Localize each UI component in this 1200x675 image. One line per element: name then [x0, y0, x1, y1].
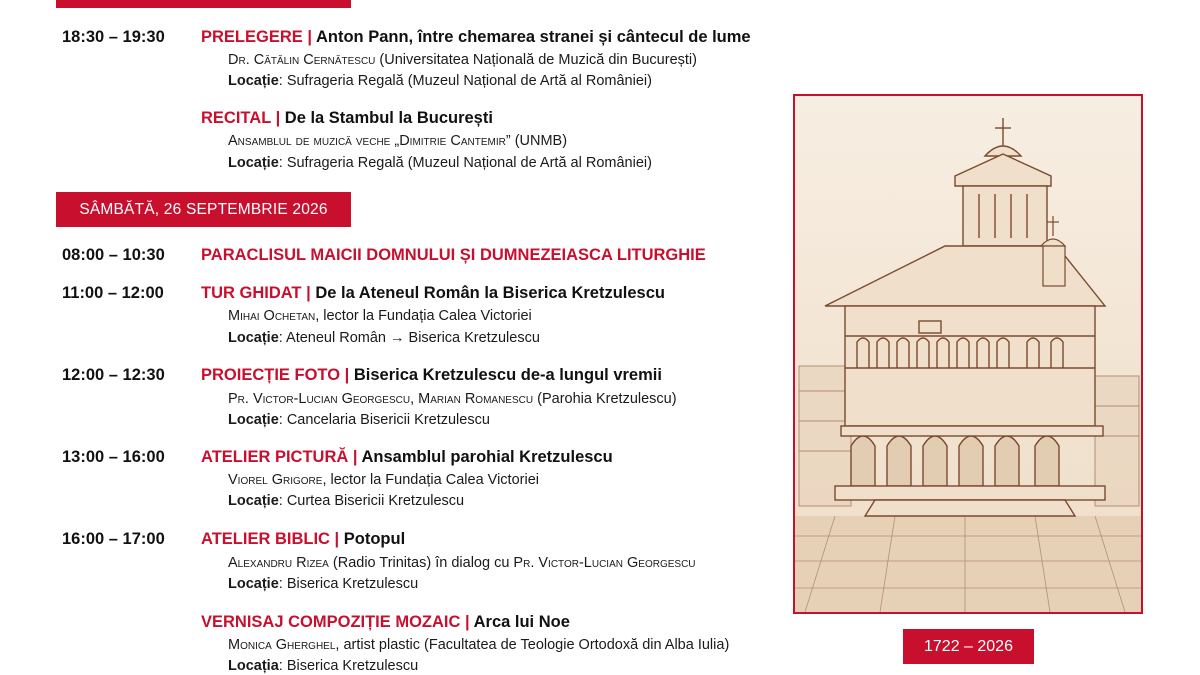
event-speaker	[228, 308, 532, 324]
event-name: Anton Pann, între chemarea stranei și cântecul de lume	[315, 28, 751, 46]
event-speaker	[228, 133, 567, 149]
speaker-affiliation: , artist plastic (Facultatea de Teologie Ortodoxă din Alba Iulia)	[335, 637, 730, 653]
event-location	[228, 155, 652, 171]
event-location	[228, 412, 490, 428]
event-speaker	[228, 472, 539, 488]
event-category: PRELEGERE	[201, 28, 303, 46]
event-title	[201, 246, 706, 265]
speaker-name: Ansamblul de muzică veche „Dimitrie Cantemir”	[228, 133, 511, 149]
event-name: Arca lui Noe	[473, 613, 570, 631]
event-title: ATELIER BIBLIC | Potopul	[201, 530, 406, 548]
location-value: : Sufrageria Regală (Muzeul Național de Artă al României)	[278, 73, 652, 89]
event-time: 12:00 – 12:30	[62, 366, 165, 384]
location-label: Locație	[228, 155, 279, 171]
event-time: 18:30 – 19:30	[62, 28, 165, 46]
event-title: PRELEGERE | Anton Pann, între chemarea stranei și cântecul de lume	[201, 28, 751, 46]
speaker-name-2: Marian Romanescu	[418, 391, 534, 407]
event-category: ATELIER BIBLIC	[201, 530, 330, 548]
location-label: Locația	[228, 658, 279, 674]
event-title: RECITAL | De la Stambul la București	[201, 109, 493, 127]
location-value: : Biserica Kretzulescu	[278, 576, 419, 592]
location-label: Locație	[228, 330, 279, 346]
event-time: 08:00 – 10:30	[62, 246, 165, 264]
church-sketch-icon	[795, 96, 1141, 612]
church-illustration	[793, 94, 1143, 614]
speaker-name: Viorel Grigore	[228, 472, 323, 488]
event-location	[228, 330, 540, 346]
speaker-name: Pr. Victor-Lucian Georgescu	[228, 391, 411, 407]
speaker-affiliation: (UNMB)	[510, 133, 568, 149]
day-header: SÂMBĂTĂ, 26 SEPTEMBRIE 2026	[56, 192, 351, 227]
event-speaker	[228, 52, 697, 68]
location-value: : Curtea Bisericii Kretzulescu	[278, 493, 465, 509]
event-category: PARACLISUL MAICII DOMNULUI ȘI DUMNEZEIASCA LITURGHIE	[201, 246, 706, 264]
event-category: TUR GHIDAT	[201, 284, 302, 302]
year-range-badge: 1722 – 2026	[903, 629, 1034, 664]
speaker-affiliation: , lector la Fundația Calea Victoriei	[315, 308, 532, 324]
event-location	[228, 73, 652, 89]
location-value: : Sufrageria Regală (Muzeul Național de Artă al României)	[278, 155, 652, 171]
event-location	[228, 576, 418, 592]
event-title: ATELIER PICTURĂ | Ansamblul parohial Kretzulescu	[201, 448, 613, 466]
event-title: PROIECȚIE FOTO | Biserica Kretzulescu de-a lungul vremii	[201, 366, 662, 384]
speaker-name: Alexandru Rizea	[228, 555, 329, 571]
event-title: TUR GHIDAT | De la Ateneul Român la Biserica Kretzulescu	[201, 284, 665, 302]
event-location	[228, 658, 418, 674]
event-speaker	[228, 391, 677, 407]
speaker-name: Monica Gherghel	[228, 637, 336, 653]
event-name: Biserica Kretzulescu de-a lungul vremii	[353, 366, 662, 384]
event-location	[228, 493, 464, 509]
event-name: Ansamblul parohial Kretzulescu	[361, 448, 613, 466]
event-category: PROIECȚIE FOTO	[201, 366, 341, 384]
speaker-separator: (Radio Trinitas) în dialog cu	[328, 555, 514, 571]
speaker-affiliation: (Universitatea Națională de Muzică din București)	[375, 52, 697, 68]
location-label: Locație	[228, 576, 279, 592]
event-time: 13:00 – 16:00	[62, 448, 165, 466]
speaker-separator: ,	[410, 391, 419, 407]
event-speaker	[228, 637, 729, 653]
event-name: De la Ateneul Român la Biserica Kretzulescu	[315, 284, 665, 302]
speaker-affiliation: , lector la Fundația Calea Victoriei	[322, 472, 539, 488]
event-speaker	[228, 555, 696, 571]
speaker-name: Mihai Ochetan	[228, 308, 316, 324]
location-value: : Cancelaria Bisericii Kretzulescu	[278, 412, 490, 428]
location-value: : Biserica Kretzulescu	[278, 658, 419, 674]
speaker-name: Dr. Cătălin Cernătescu	[228, 52, 376, 68]
event-name: Potopul	[343, 530, 406, 548]
event-category: VERNISAJ COMPOZIȚIE MOZAIC	[201, 613, 461, 631]
speaker-affiliation: (Parohia Kretzulescu)	[533, 391, 677, 407]
event-name: De la Stambul la București	[284, 109, 493, 127]
event-time: 11:00 – 12:00	[62, 284, 164, 302]
location-label: Locație	[228, 412, 279, 428]
event-time: 16:00 – 17:00	[62, 530, 165, 548]
event-category: ATELIER PICTURĂ	[201, 448, 349, 466]
speaker-name-2: Pr. Victor-Lucian Georgescu	[513, 555, 696, 571]
location-label: Locație	[228, 73, 279, 89]
event-title: VERNISAJ COMPOZIȚIE MOZAIC | Arca lui Noe	[201, 613, 570, 631]
location-label: Locație	[228, 493, 279, 509]
event-category: RECITAL	[201, 109, 271, 127]
location-value: : Ateneul Român → Biserica Kretzulescu	[278, 330, 540, 346]
